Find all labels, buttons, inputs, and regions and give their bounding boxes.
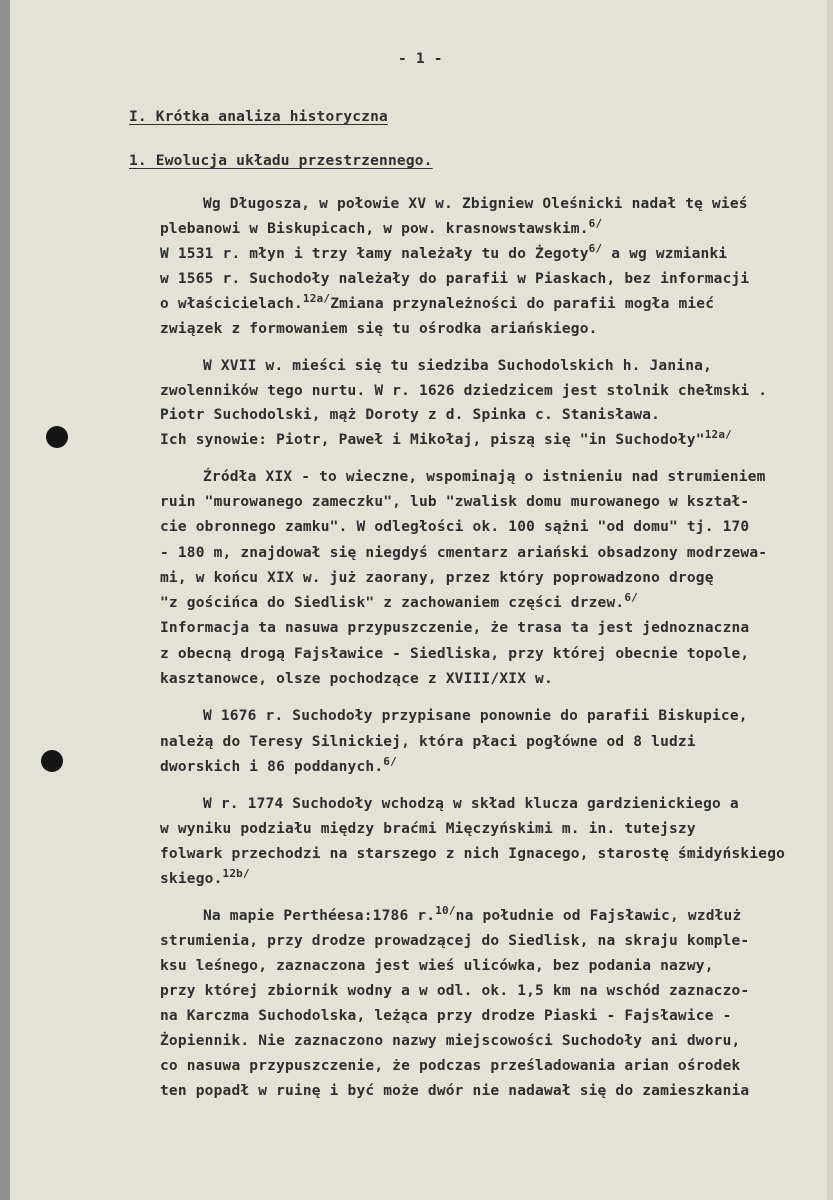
text-line [160, 1082, 749, 1100]
footnote-ref: 6/ [588, 242, 603, 255]
footnote-ref: 12a/ [302, 292, 331, 305]
line-text: Na mapie Perthéesa:1786 r. [203, 908, 436, 924]
text-line [160, 755, 397, 776]
line-text: W 1531 r. młyn i trzy łamy należały tu do Żegoty [160, 246, 589, 262]
text-line [160, 1032, 740, 1050]
line-text: co nasuwa przypuszczenie, że podczas prześladowania arian ośrodek [160, 1058, 741, 1074]
text-line [160, 982, 749, 1000]
line-text: kasztanowce, olsze pochodzące z XVIII/XIX w. [160, 671, 553, 687]
text-line [160, 820, 696, 838]
line-text: W XVII w. mieści się tu siedziba Suchodolskich h. Janina, [203, 358, 712, 374]
line-text: o właścicielach. [160, 296, 303, 312]
line-text: zwolenników tego nurtu. W r. 1626 dziedzicem jest stolnik chełmski . [160, 383, 768, 399]
footnote-ref: 12a/ [704, 428, 733, 441]
footnote-ref: 6/ [383, 755, 397, 768]
text-line [160, 645, 749, 663]
line-text: Żopiennik. Nie zaznaczono nazwy miejscowości Suchodoły ani dworu, [160, 1033, 741, 1049]
line-text: na Karczma Suchodolska, leżąca przy drodze Piaski - Fajsławice - [160, 1008, 732, 1024]
page-number: - 1 - [398, 51, 443, 67]
page-edge [827, 0, 833, 1200]
text-line [160, 382, 767, 400]
line-text: Informacja ta nasuwa przypuszczenie, że trasa ta jest jednoznaczna [160, 620, 750, 636]
text-line [160, 932, 749, 950]
line-text: Źródła XIX - to wieczne, wspominają o istnieniu nad strumieniem [203, 469, 766, 485]
footnote-ref: 6/ [588, 217, 603, 230]
text-line [160, 544, 767, 562]
line-text: w 1565 r. Suchodoły należały do parafii w Piaskach, bez informacji [160, 271, 750, 287]
text-line [203, 707, 748, 725]
text-line [160, 733, 696, 751]
line-text: - 180 m, znajdował się niegdyś cmentarz ariański obsadzony modrzewa- [160, 545, 768, 561]
text-line [160, 320, 598, 338]
text-line [203, 357, 712, 375]
line-text: plebanowi w Biskupicach, w pow. krasnowstawskim. [160, 221, 589, 237]
line-text: ksu leśnego, zaznaczona jest wieś ulicówka, bez podania nazwy, [160, 958, 714, 974]
line-text: "z gościńca do Siedlisk" z zachowaniem części drzew. [160, 595, 625, 611]
line-text: dworskich i 86 poddanych. [160, 759, 384, 775]
document-page [10, 0, 833, 1200]
line-text-continued: na południe od Fajsławic, wzdłuż [455, 908, 742, 924]
text-line [203, 195, 748, 213]
line-text: związek z formowaniem się tu ośrodka ariańskiego. [160, 321, 598, 337]
line-text: strumienia, przy drodze prowadzącej do Siedlisk, na skraju komple- [160, 933, 750, 949]
text-line [160, 428, 733, 449]
line-text: ten popadł w ruinę i być może dwór nie nadawał się do zamieszkania [160, 1083, 750, 1099]
text-line [203, 904, 742, 925]
line-text: przy której zbiornik wodny a w odl. ok. 1,5 km na wschód zaznaczo- [160, 983, 750, 999]
text-line [160, 845, 785, 863]
line-text: cie obronnego zamku". W odległości ok. 100 sążni "od domu" tj. 170 [160, 519, 750, 535]
text-line [160, 292, 715, 313]
text-line [160, 270, 749, 288]
line-text: W 1676 r. Suchodoły przypisane ponownie do parafii Biskupice, [203, 708, 748, 724]
line-text: Piotr Suchodolski, mąż Doroty z d. Spinka c. Stanisława. [160, 407, 661, 423]
text-line [160, 619, 749, 637]
text-line [160, 493, 749, 511]
line-text: Wg Długosza, w połowie XV w. Zbigniew Oleśnicki nadał tę wieś [203, 196, 748, 212]
line-text-continued: a wg wzmianki [602, 246, 728, 262]
binder-hole-bottom [41, 750, 63, 772]
text-line [160, 1057, 740, 1075]
text-line [160, 406, 660, 424]
line-text: ruin "murowanego zameczku", lub "zwalisk domu murowanego w kształ- [160, 494, 750, 510]
footnote-ref: 10/ [435, 904, 456, 917]
text-line [160, 957, 714, 975]
text-line [160, 867, 250, 888]
line-text: mi, w końcu XIX w. już zaorany, przez który poprowadzono drogę [160, 570, 714, 586]
line-text: skiego. [160, 871, 223, 887]
line-text-continued: Zmiana przynależności do parafii mogła mieć [330, 296, 715, 312]
text-line [160, 1007, 732, 1025]
line-text: z obecną drogą Fajsławice - Siedliska, przy której obecnie topole, [160, 646, 750, 662]
footnote-ref: 6/ [624, 591, 639, 604]
text-line [203, 468, 766, 486]
text-line [160, 217, 603, 238]
line-text: folwark przechodzi na starszego z nich Ignacego, starostę śmidyńskiego [160, 846, 786, 862]
text-line [160, 518, 749, 536]
text-line [160, 591, 639, 612]
binder-hole-top [46, 426, 68, 448]
line-text: w wyniku podziału między braćmi Mięczyńskimi m. in. tutejszy [160, 821, 696, 837]
line-text: W r. 1774 Suchodoły wchodzą w skład klucza gardzienickiego a [203, 796, 739, 812]
footnote-ref: 12b/ [222, 867, 250, 880]
text-line [160, 569, 714, 587]
text-line [203, 795, 739, 813]
line-text: należą do Teresy Silnickiej, która płaci pogłówne od 8 ludzi [160, 734, 696, 750]
line-text: Ich synowie: Piotr, Paweł i Mikołaj, piszą się "in Suchodoły" [160, 432, 705, 448]
text-line [160, 242, 728, 263]
section-title: I. Krótka analiza historyczna [129, 109, 388, 125]
subsection-title: 1. Ewolucja układu przestrzennego. [129, 153, 433, 169]
text-line [160, 670, 553, 688]
